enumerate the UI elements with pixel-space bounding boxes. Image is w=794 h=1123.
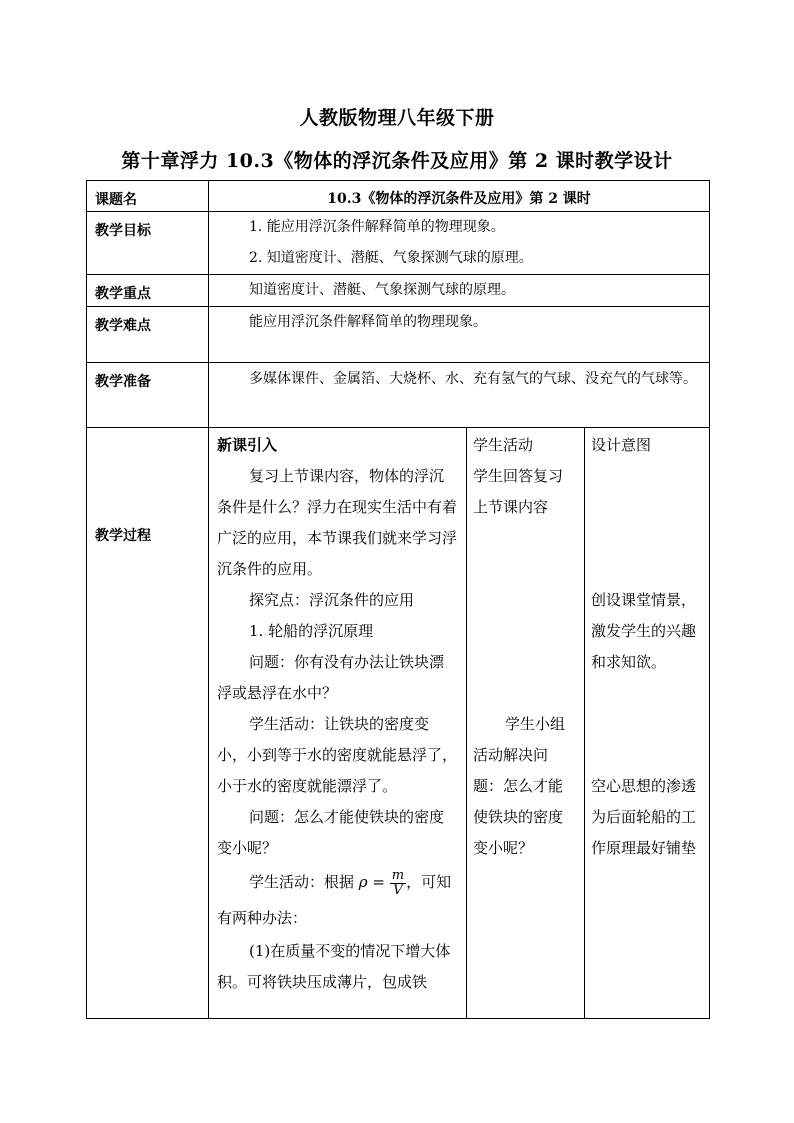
student-activity-heading: 学生活动 [473,436,534,454]
process-heading: 新课引入 [217,436,278,454]
topic-label: 课题名 [87,181,209,212]
difficulty-cell [209,307,710,363]
row-topic [87,181,710,212]
fraction-denominator: V [393,882,403,898]
row-objectives [87,212,710,275]
design-intent-item: 空心思想的渗透为后面轮船的工作原理最好铺垫 [591,777,697,857]
process-paragraph: (1)在质量不变的情况下增大体积。可将铁块压成薄片，包成铁 [217,942,451,991]
formula-trail-text: ，可知有两种办法： [217,873,452,927]
density-fraction [390,869,406,898]
row-difficulty [87,307,710,363]
preparation-value: 多媒体课件、金属箔、大烧杯、水、充有氢气的气球、没充气的气球等。 [249,371,697,387]
formula-lead-text: 学生活动：根据 [249,873,355,891]
design-intent-heading: 设计意图 [591,436,652,454]
process-paragraph: 问题：怎么才能使铁块的密度变小呢？ [217,808,445,857]
key-points-label: 教学重点 [87,275,209,307]
fraction-numerator: m [391,867,405,883]
objective-item: 1. 能应用浮沉条件解释简单的物理现象。 [249,219,505,235]
document-title: 人教版物理八年级下册 [299,107,495,129]
process-paragraph: 学生活动：让铁块的密度变小，小到等于水的密度就能悬浮了，小于水的密度就能漂浮了。 [217,715,458,795]
topic-value: 10.3《物体的浮沉条件及应用》第 2 课时 [209,181,710,212]
difficulty-label: 教学难点 [87,307,209,363]
key-points-value: 知道密度计、潜艇、气象探测气球的原理。 [249,282,515,298]
process-cell [209,428,467,1019]
process-paragraph-formula [217,864,458,936]
process-paragraph: 问题：你有没有办法让铁块漂浮或悬浮在水中？ [217,653,445,702]
process-paragraph: 探究点：浮沉条件的应用 [249,591,415,609]
density-symbol: ρ = [358,873,385,891]
document-subtitle: 第十章浮力 10.3《物体的浮沉条件及应用》第 2 课时教学设计 [121,150,673,172]
key-points-cell [209,275,710,307]
objectives-label: 教学目标 [87,212,209,275]
process-label: 教学过程 [87,428,209,1019]
preparation-cell [209,363,710,428]
student-activity-item: 学生小组活动解决问题：怎么才能使铁块的密度变小呢？ [473,715,566,857]
row-key-points [87,275,710,307]
process-paragraph: 复习上节课内容，物体的浮沉条件是什么？浮力在现实生活中有着广泛的应用，本节课我们就来学习浮沉条件的应用。 [217,467,458,578]
design-intent-cell [585,428,710,1019]
objectives-cell [209,212,710,275]
lesson-plan-table [86,180,710,1019]
row-preparation [87,363,710,428]
design-intent-item: 创设课堂情景，激发学生的兴趣和求知欲。 [591,591,697,671]
process-paragraph: 1. 轮船的浮沉原理 [249,622,374,640]
student-activity-cell [467,428,585,1019]
student-activity-item: 学生回答复习上节课内容 [473,467,564,516]
preparation-label: 教学准备 [87,363,209,428]
difficulty-value: 能应用浮沉条件解释简单的物理现象。 [249,314,487,330]
row-process [87,428,710,1019]
objective-item: 2. 知道密度计、潜艇、气象探测气球的原理。 [249,250,533,266]
